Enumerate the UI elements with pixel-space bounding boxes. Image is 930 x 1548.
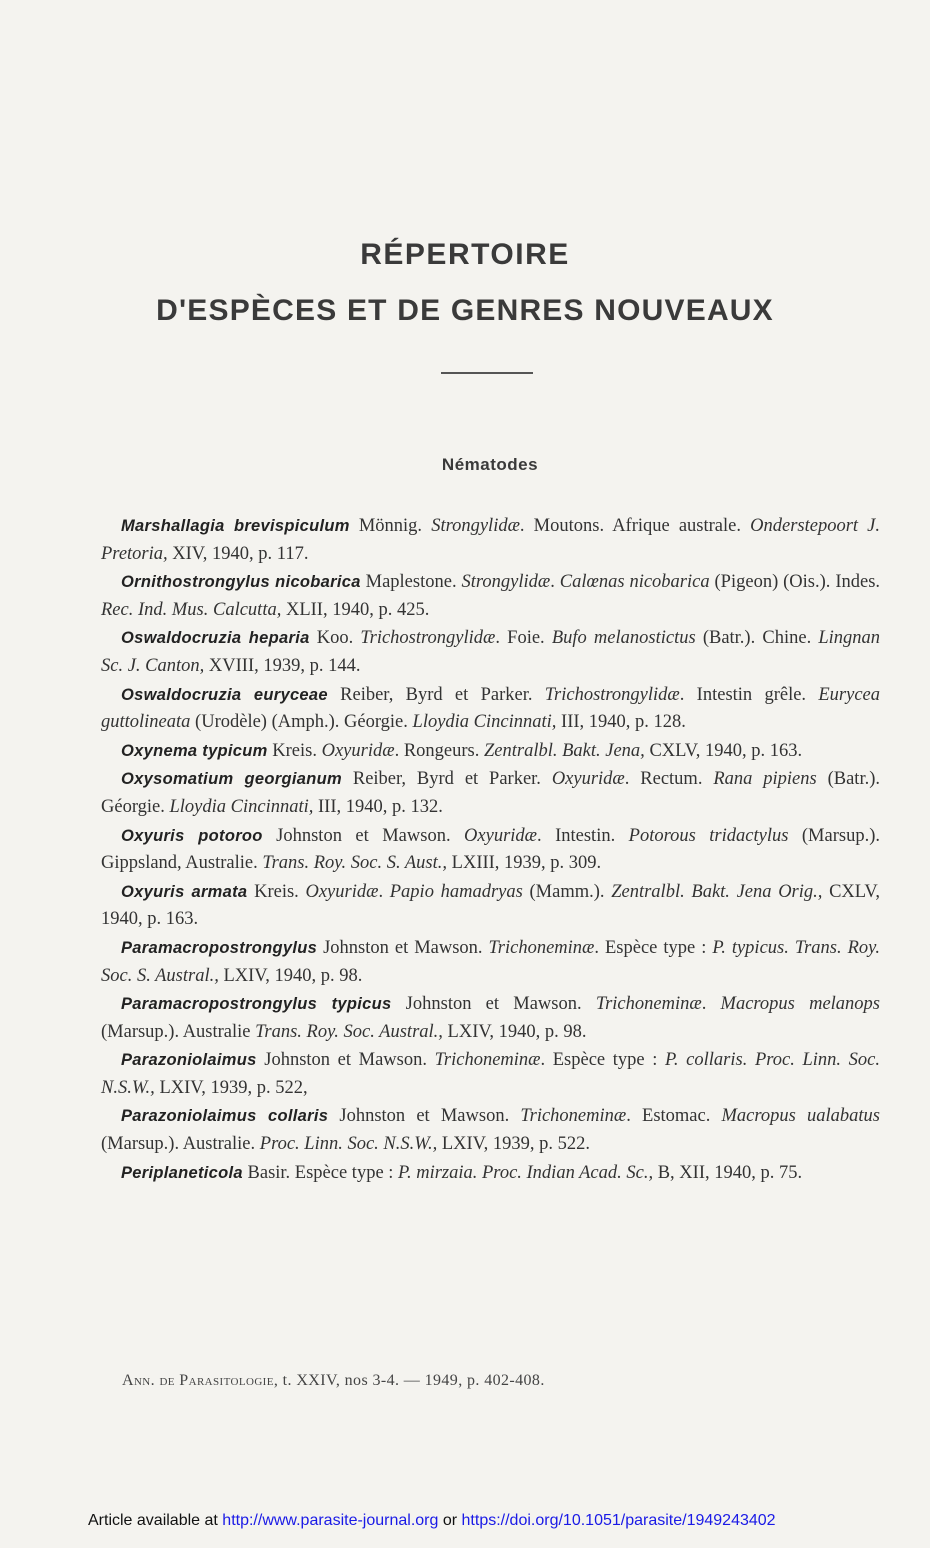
entry-text: . Estomac. [626,1106,722,1127]
italic-text: Eurycea guttolineata [101,684,880,733]
entry-text: LXIV, 1939, p. 522, [154,1077,308,1098]
italic-text: Macropus melanops [720,994,880,1015]
entry-text: (Mamm.). [522,881,612,902]
italic-text: P. mirzaia. Proc. Indian Acad. Sc., [398,1162,654,1183]
entry-text: Maplestone. [360,572,462,593]
species-name: Paramacropostrongylus [121,938,318,957]
doi-link[interactable]: https://doi.org/10.1051/parasite/1949243402 [461,1512,776,1529]
species-name: Ornithostrongylus nicobarica [121,573,361,592]
entry-text: B, XII, 1940, p. 75. [653,1162,803,1183]
entry-text: Reiber, Byrd et Parker. [341,769,552,790]
entry-text: XVIII, 1939, p. 144. [204,655,361,676]
italic-text: Oxyuridæ [551,769,625,790]
entry-text: Koo. [309,628,361,649]
entry [101,823,880,878]
entry-text: . Intestin grêle. [679,684,819,705]
italic-text: Trichostrongylidæ [360,628,496,649]
entry-text: CXLV, 1940, p. 163. [101,881,880,930]
entry [101,1047,880,1102]
entry [101,738,880,766]
entry [101,625,880,680]
entry-text: (Pigeon) (Ois.). Indes. [709,572,881,593]
italic-text: Oxyuridæ [464,825,537,846]
section-heading: Nématodes [441,455,539,474]
italic-text: Calœnas nicobarica [559,572,710,593]
species-name: Oswaldocruzia euryceae [121,685,328,704]
entry-text: (Batr.). Chine. [695,628,819,649]
availability-middle: or [438,1512,462,1529]
entry [101,513,880,568]
entry-text: . [550,572,560,593]
italic-text: Trichoneminæ [434,1050,541,1071]
journal-footer [122,1372,545,1390]
entry-text: Johnston et Mawson. [328,1106,521,1127]
italic-text: Papio hamadryas [389,881,523,902]
entry-text: III, 1940, p. 132. [313,796,443,817]
italic-text: Strongylidæ [461,572,551,593]
entry [101,879,880,934]
species-name: Oxynema typicum [121,741,268,760]
title-divider [441,372,533,374]
species-name: Paramacropostrongylus typicus [121,995,392,1014]
italic-text: Onderstepoort J. Pretoria, [101,516,880,564]
entry-text: Kreis. [247,881,306,902]
availability-prefix: Article available at [88,1512,223,1529]
entry-text: (Marsup.). Australie. [101,1134,260,1155]
entry-text: . Rectum. [624,769,714,790]
italic-text: Strongylidæ [431,516,520,536]
journal-details: , t. XXIV, nos 3-4. — 1949, p. 402-408. [273,1372,545,1389]
entry-text: . Foie. [495,628,552,649]
availability-line [88,1512,776,1530]
entry-text: . [378,881,390,902]
italic-text: Proc. Linn. Soc. N.S.W., [259,1134,438,1155]
entry-text: Reiber, Byrd et Parker. [327,684,545,705]
italic-text: Trans. Roy. Soc. S. Aust., [262,853,448,874]
journal-link[interactable]: http://www.parasite-journal.org [222,1512,439,1529]
species-name: Oxysomatium georgianum [121,770,342,789]
italic-text: Rana pipiens [713,769,817,790]
entry-text: (Marsup.). Gippsland, Australie. [101,825,880,874]
species-name: Oxyuris potoroo [121,826,263,845]
entry-text: LXIV, 1940, p. 98. [218,965,363,986]
entry-text: Mönnig. [349,516,432,536]
entry-text: . Moutons. Afrique australe. [519,516,751,536]
entry-text: . Rongeurs. [394,740,484,761]
entry [101,1103,880,1158]
entry-text: LXIV, 1940, p. 98. [442,1021,587,1042]
entry [101,569,880,624]
italic-text: P. typicus. Trans. Roy. Soc. S. Austral., [101,937,880,986]
species-name: Oxyuris armata [121,882,248,901]
entry-text: Kreis. [267,740,322,761]
entry-text: Johnston et Mawson. [391,994,596,1015]
entry-text: LXIII, 1939, p. 309. [447,853,602,874]
entry [101,682,880,737]
entry-text: (Marsup.). Australie [101,1021,256,1042]
species-name: Oswaldocruzia heparia [121,629,310,648]
entry-text: . Espèce type : [540,1050,665,1071]
entry-text: CXLV, 1940, p. 163. [644,740,803,761]
entry-text: Johnston et Mawson. [262,825,465,846]
entry-text: LXIV, 1939, p. 522. [437,1134,591,1155]
italic-text: Macropus ualabatus [721,1106,880,1127]
italic-text: Trichostrongylidæ [544,684,680,705]
entry-text: III, 1940, p. 128. [556,712,686,733]
species-name: Periplaneticola [121,1163,243,1182]
italic-text: Trichoneminæ [488,937,595,958]
italic-text: Oxyuridæ [321,740,395,761]
italic-text: Zentralbl. Bakt. Jena Orig., [611,881,823,902]
italic-text: Trichoneminæ [520,1106,627,1127]
entry [101,991,880,1046]
entry-text: . Espèce type : [594,937,713,958]
entry-text: (Urodèle) (Amph.). Géorgie. [190,712,413,733]
italic-text: Rec. Ind. Mus. Calcutta, [101,599,282,620]
species-name: Parazoniolaimus [121,1051,257,1070]
entry-text: XLII, 1940, p. 425. [281,599,430,620]
species-name: Parazoniolaimus collaris [121,1107,329,1126]
entry [101,766,880,821]
entries-list [101,513,880,1188]
italic-text: Trans. Roy. Soc. Austral., [255,1021,443,1042]
italic-text: Bufo melanostictus [551,628,696,649]
italic-text: Trichoneminæ [595,994,702,1015]
italic-text: Zentralbl. Bakt. Jena, [483,740,645,761]
italic-text: Lloydia Cincinnati, [169,796,314,817]
italic-text: Lingnan Sc. J. Canton, [101,628,881,676]
entry [101,1160,880,1188]
entry [101,935,880,990]
italic-text: Lloydia Cincinnati, [412,712,557,733]
entry-text: . Intestin. [537,825,629,846]
page-subtitle: D'ESPÈCES ET DE GENRES NOUVEAUX [156,294,774,327]
italic-text: P. collaris. Proc. Linn. Soc. N.S.W., [101,1050,880,1098]
entry-text: (Batr.). Géorgie. [101,769,880,817]
journal-name: Ann. de Parasitologie [122,1372,274,1389]
page-title: RÉPERTOIRE [360,238,570,271]
italic-text: Oxyuridæ [305,881,379,902]
species-name: Marshallagia brevispiculum [121,517,350,535]
entry-text: Johnston et Mawson. [317,937,489,958]
entry-text: Johnston et Mawson. [256,1050,435,1071]
entry-text: Basir. Espèce type : [242,1162,399,1183]
entry-text: . [701,994,721,1015]
italic-text: Potorous tridactylus [628,825,789,846]
entry-text: XIV, 1940, p. 117. [167,543,309,564]
